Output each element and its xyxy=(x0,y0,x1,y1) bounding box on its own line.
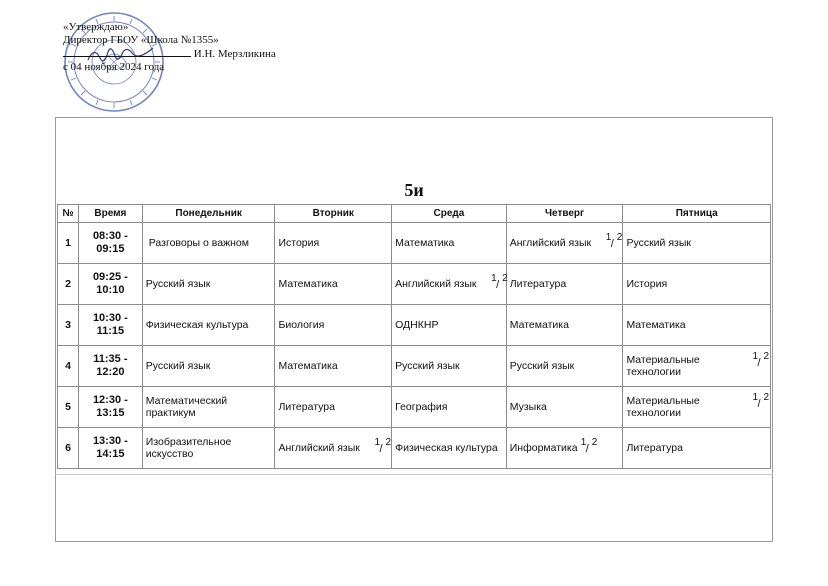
subject-name: Физическая культура xyxy=(145,319,249,331)
lesson-cell-tuesday xyxy=(275,223,392,264)
subject-name: Изобразительное искусство xyxy=(145,436,232,460)
lesson-cell-wrap xyxy=(626,319,767,331)
lesson-cell-monday xyxy=(142,305,275,346)
header-number: № xyxy=(58,205,79,223)
lesson-cell-tuesday xyxy=(275,346,392,387)
lesson-cell-wrap xyxy=(509,437,620,455)
lesson-cell-wednesday xyxy=(392,346,507,387)
lesson-cell-wrap xyxy=(146,395,272,419)
subject-name: Русский язык xyxy=(145,278,211,290)
subject-name: ОДНКНР xyxy=(395,319,439,331)
lesson-cell-friday xyxy=(623,346,771,387)
split-denominator: 2 xyxy=(385,437,392,448)
lesson-cell-wrap xyxy=(146,360,272,372)
subject-name: Литература xyxy=(278,401,335,413)
split-slash: / xyxy=(496,279,500,291)
approval-position: Директор ГБОУ «Школа №1355» xyxy=(63,33,219,46)
lesson-time-end: 09:15 xyxy=(96,243,125,255)
subject-name: История xyxy=(278,237,320,249)
split-slash: / xyxy=(379,443,383,455)
lesson-cell-wrap xyxy=(510,401,620,413)
subject-name: Разговоры о важном xyxy=(148,237,249,249)
split-numerator: 1 xyxy=(605,232,612,243)
lesson-cell-wrap xyxy=(510,319,620,331)
lesson-time-start: 08:30 - xyxy=(92,230,128,242)
approval-signature-line xyxy=(63,46,276,61)
subject-name: Музыка xyxy=(509,401,547,413)
split-slash: / xyxy=(585,443,589,455)
lesson-cell-friday xyxy=(623,223,771,264)
subject-name: Русский язык xyxy=(145,360,211,372)
split-denominator: 2 xyxy=(763,392,769,403)
class-title: 5и xyxy=(404,180,424,200)
lesson-number: 2 xyxy=(58,264,79,305)
subject-name: Русский язык xyxy=(509,360,575,372)
table-row xyxy=(58,264,771,305)
lesson-cell-wrap xyxy=(510,360,620,372)
lesson-number: 5 xyxy=(58,387,79,428)
lesson-time xyxy=(78,387,142,428)
subject-name: Литература xyxy=(626,442,683,454)
lesson-time-end: 13:15 xyxy=(96,407,125,419)
split-denominator: 2 xyxy=(502,273,508,284)
subject-name: Русский язык xyxy=(626,237,691,249)
split-numerator: 1 xyxy=(491,273,497,284)
lesson-cell-wrap xyxy=(626,237,767,249)
lesson-cell-wednesday xyxy=(392,305,507,346)
lesson-cell-wrap xyxy=(626,278,767,290)
header-friday: Пятница xyxy=(623,205,771,223)
header-thursday: Четверг xyxy=(506,205,623,223)
table-row xyxy=(58,305,771,346)
subject-name: Математика xyxy=(626,319,686,331)
lesson-cell-wednesday xyxy=(392,387,507,428)
lesson-cell-wrap xyxy=(278,360,388,372)
lesson-cell-wrap xyxy=(278,401,388,413)
split-denominator: 2 xyxy=(763,351,769,362)
lesson-cell-thursday xyxy=(506,346,623,387)
subject-name: Английский язык xyxy=(278,442,360,454)
lesson-cell-monday xyxy=(142,264,275,305)
lesson-cell-thursday xyxy=(506,223,623,264)
approval-signer: И.Н. Мерзликина xyxy=(193,48,276,60)
lesson-cell-tuesday xyxy=(275,387,392,428)
lesson-number: 6 xyxy=(58,428,79,469)
lesson-cell-wrap xyxy=(395,442,503,454)
lesson-cell-wrap xyxy=(395,237,503,249)
subject-name: Математика xyxy=(278,278,338,290)
frame-divider xyxy=(55,474,773,475)
schedule-body xyxy=(58,223,771,469)
table-header-row xyxy=(58,205,771,223)
header-monday: Понедельник xyxy=(142,205,275,223)
lesson-cell-wrap xyxy=(146,237,272,249)
lesson-cell-wrap xyxy=(278,237,388,249)
lesson-cell-monday xyxy=(142,387,275,428)
split-slash: / xyxy=(610,238,614,250)
lesson-number: 3 xyxy=(58,305,79,346)
lesson-cell-tuesday xyxy=(275,264,392,305)
lesson-cell-friday xyxy=(623,264,771,305)
lesson-time xyxy=(78,305,142,346)
lesson-cell-thursday xyxy=(506,305,623,346)
lesson-time xyxy=(78,264,142,305)
lesson-cell-friday xyxy=(623,428,771,469)
lesson-cell-friday xyxy=(623,387,771,428)
lesson-cell-thursday xyxy=(506,428,623,469)
lesson-time-end: 14:15 xyxy=(96,448,125,460)
subject-name: Материальные технологии xyxy=(626,395,700,419)
lesson-cell-wrap xyxy=(626,351,769,378)
approval-date: с 04 ноября 2024 года xyxy=(63,60,165,73)
lesson-cell-monday xyxy=(142,428,275,469)
lesson-cell-wrap xyxy=(146,436,272,460)
lesson-cell-friday xyxy=(623,305,771,346)
lesson-time xyxy=(78,223,142,264)
lesson-cell-wrap xyxy=(395,319,503,331)
subject-name: Литература xyxy=(509,278,567,290)
lesson-number: 1 xyxy=(58,223,79,264)
approval-title: «Утверждаю» xyxy=(63,21,129,33)
table-row xyxy=(58,223,771,264)
lesson-cell-wrap xyxy=(278,319,388,331)
lesson-time-end: 12:20 xyxy=(96,366,125,378)
split-denominator: 2 xyxy=(616,232,623,243)
lesson-time-start: 13:30 - xyxy=(92,435,128,447)
subject-name: Математика xyxy=(395,237,455,249)
signature-underline xyxy=(63,46,191,57)
lesson-cell-wednesday xyxy=(392,223,507,264)
lesson-cell-wrap xyxy=(510,278,620,290)
lesson-cell-wrap xyxy=(146,278,272,290)
lesson-cell-wrap xyxy=(278,278,388,290)
subject-name: Физическая культура xyxy=(395,442,498,454)
subject-name: Английский язык xyxy=(395,278,477,290)
subject-name: Биология xyxy=(278,319,325,331)
subject-name: Русский язык xyxy=(395,360,460,372)
lesson-time-start: 10:30 - xyxy=(92,312,128,324)
lesson-time-start: 12:30 - xyxy=(92,394,128,406)
split-slash: / xyxy=(757,357,761,369)
subject-name: Информатика xyxy=(509,442,578,454)
lesson-cell-wrap xyxy=(278,437,392,455)
lesson-cell-wrap xyxy=(395,273,508,291)
subject-name: Математический практикум xyxy=(145,395,228,419)
header-wednesday: Среда xyxy=(392,205,507,223)
subject-name: История xyxy=(626,278,668,290)
subject-name: Математика xyxy=(278,360,338,372)
subject-name: Английский язык xyxy=(509,237,592,249)
split-numerator: 1 xyxy=(752,351,758,362)
subject-name: Математика xyxy=(509,319,569,331)
split-slash: / xyxy=(757,398,761,410)
lesson-time-start: 11:35 - xyxy=(93,353,128,365)
approval-block xyxy=(63,21,276,73)
lesson-cell-wrap xyxy=(395,360,503,372)
lesson-cell-monday xyxy=(142,346,275,387)
lesson-cell-wrap xyxy=(395,401,503,413)
lesson-cell-tuesday xyxy=(275,428,392,469)
split-numerator: 1 xyxy=(580,437,587,448)
lesson-time-end: 10:10 xyxy=(96,284,125,296)
subject-name: Материальные технологии xyxy=(626,354,700,378)
split-numerator: 1 xyxy=(752,392,758,403)
lesson-time xyxy=(78,346,142,387)
lesson-cell-wrap xyxy=(626,442,767,454)
header-time: Время xyxy=(78,205,142,223)
lesson-number: 4 xyxy=(58,346,79,387)
lesson-time-start: 09:25 - xyxy=(92,271,128,283)
lesson-cell-wednesday xyxy=(392,264,507,305)
lesson-cell-thursday xyxy=(506,387,623,428)
split-denominator: 2 xyxy=(591,437,598,448)
table-row xyxy=(58,428,771,469)
lesson-cell-wrap xyxy=(626,392,769,419)
schedule-table xyxy=(57,204,771,469)
subject-name: География xyxy=(395,401,448,413)
lesson-cell-wrap xyxy=(146,319,272,331)
lesson-time-end: 11:15 xyxy=(96,325,125,337)
split-numerator: 1 xyxy=(374,437,381,448)
lesson-time xyxy=(78,428,142,469)
table-row xyxy=(58,387,771,428)
lesson-cell-wednesday xyxy=(392,428,507,469)
table-row xyxy=(58,346,771,387)
lesson-cell-thursday xyxy=(506,264,623,305)
header-tuesday: Вторник xyxy=(275,205,392,223)
lesson-cell-wrap xyxy=(509,232,623,250)
lesson-cell-tuesday xyxy=(275,305,392,346)
lesson-cell-monday xyxy=(142,223,275,264)
